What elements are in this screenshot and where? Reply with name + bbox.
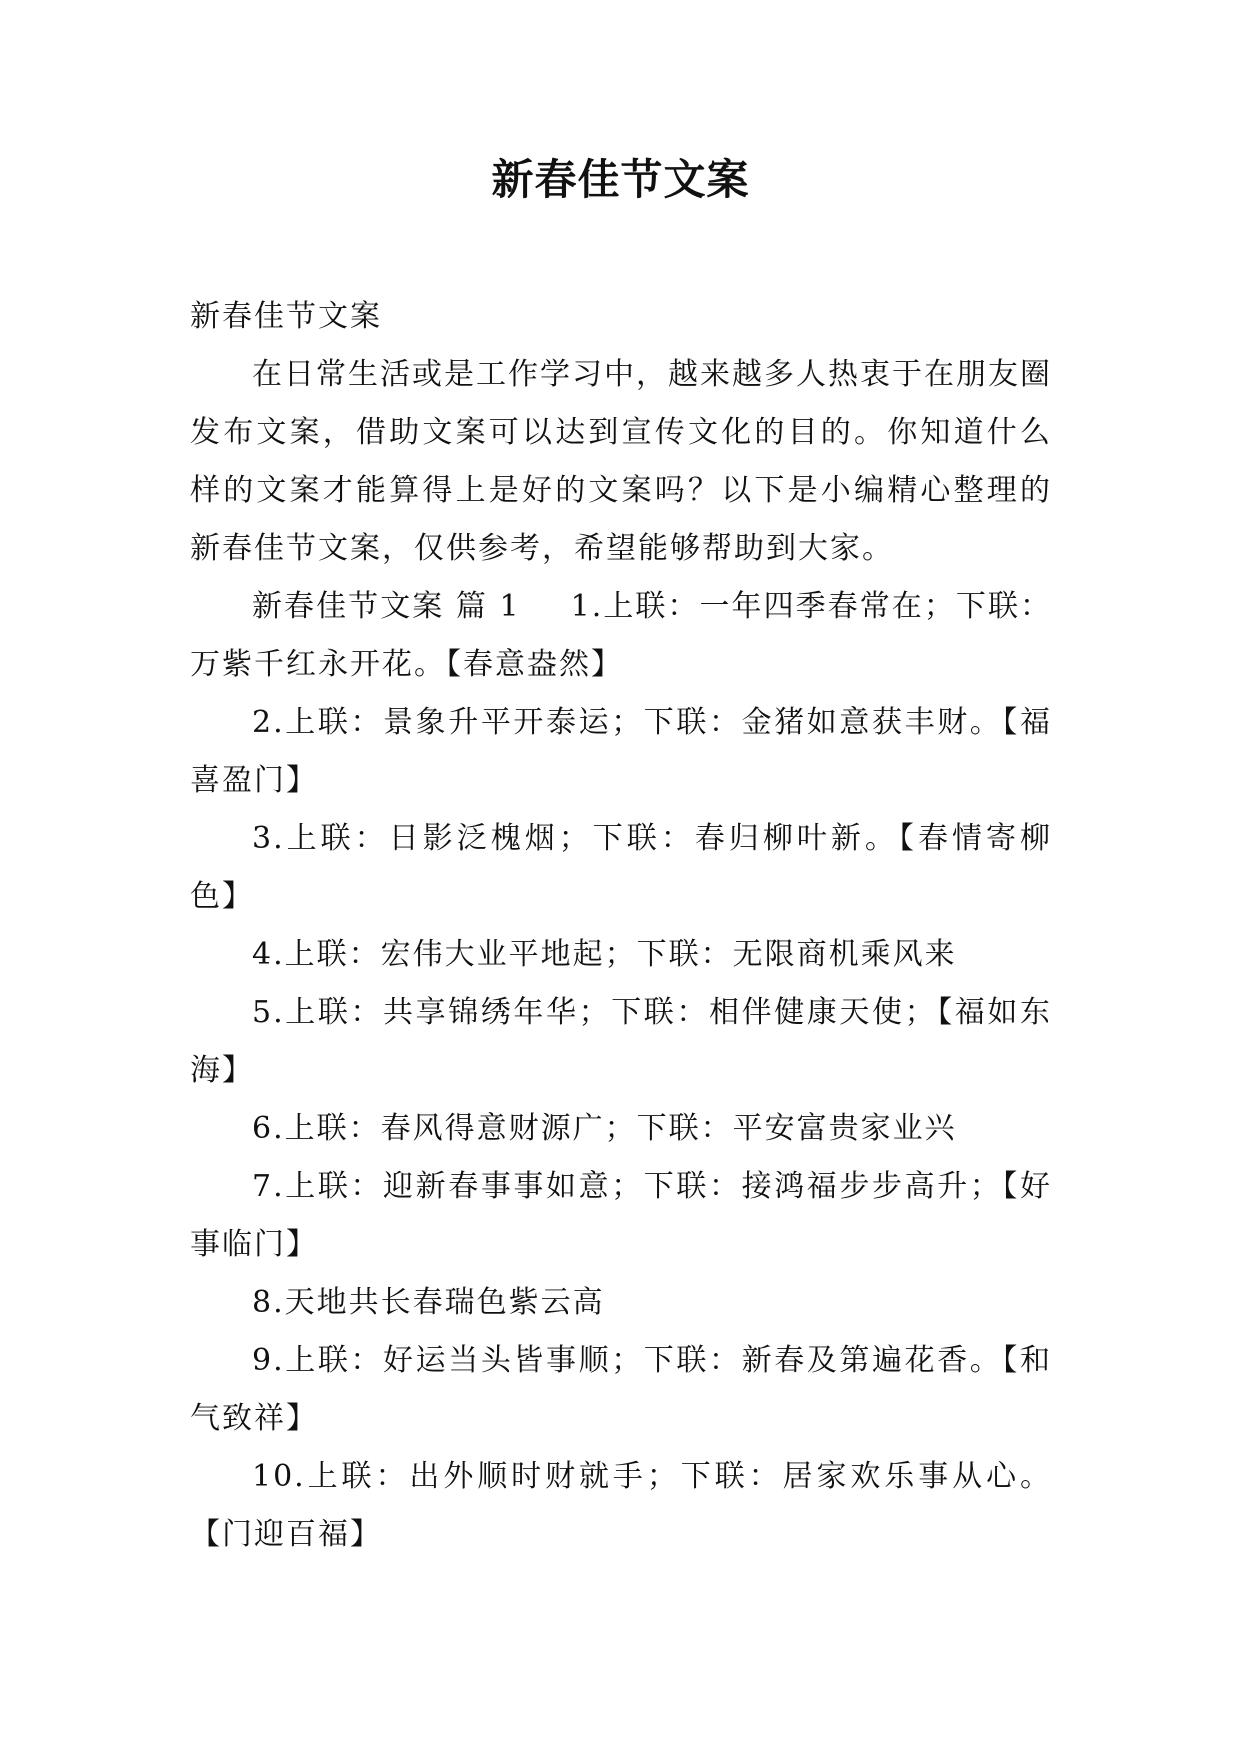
couplet-item-1: 1.上联：一年四季春常在；下联：万紫千红永开花。【春意盎然】 <box>190 589 1052 682</box>
couplet-item-3: 3.上联：日影泛槐烟；下联：春归柳叶新。【春情寄柳色】 <box>190 821 1052 914</box>
document-body <box>190 288 1052 1564</box>
couplet-item-7: 7.上联：迎新春事事如意；下联：接鸿福步步高升；【好事临门】 <box>190 1169 1052 1262</box>
couplet-item-9: 9.上联：好运当头皆事顺；下联：新春及第遍花香。【和气致祥】 <box>190 1343 1052 1436</box>
couplet-item-6: 6.上联：春风得意财源广；下联：平安富贵家业兴 <box>252 1111 957 1146</box>
couplet-item-5: 5.上联：共享锦绣年华；下联：相伴健康天使；【福如东海】 <box>190 995 1052 1088</box>
section-paragraph <box>190 578 1052 694</box>
document-subtitle: 新春佳节文案 <box>190 299 382 334</box>
couplet-item-4: 4.上联：宏伟大业平地起；下联：无限商机乘风来 <box>252 937 957 972</box>
section-label: 新春佳节文案 篇 1 <box>252 589 521 624</box>
couplet-item-10: 10.上联：出外顺时财就手；下联：居家欢乐事从心。【门迎百福】 <box>190 1459 1052 1552</box>
intro-paragraph: 在日常生活或是工作学习中，越来越多人热衷于在朋友圈发布文案，借助文案可以达到宣传文化的目的。你知道什么样的文案才能算得上是好的文案吗？以下是小编精心整理的新春佳节文案，仅供参考，希望能够帮助到大家。 <box>190 357 1052 566</box>
couplet-item-2: 2.上联：景象升平开泰运；下联：金猪如意获丰财。【福喜盈门】 <box>190 705 1052 798</box>
document-title: 新春佳节文案 <box>491 155 750 204</box>
couplet-item-8: 8.天地共长春瑞色紫云高 <box>252 1285 605 1320</box>
